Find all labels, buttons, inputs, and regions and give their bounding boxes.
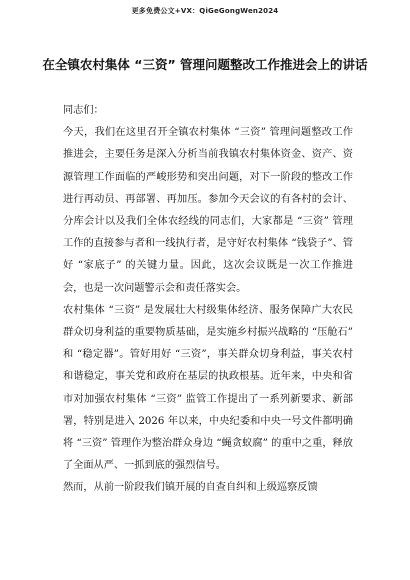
paragraph-1: 今天，我们在这里召开全镇农村集体 “三资” 管理问题整改工作推进会，主要任务是深入分析当前我镇农村集体资金、资产、资源管理工作面临的严峻形势和突出问题，对下一阶段的整改工作进行再动员、再部署、再加压。参加今天会议的有各村的会计、分库会计以及我们全体农经线的同志们，大家都是 “三资” 管理工作的直接参与者和一线执行者，是守好农村集体 “钱袋子”、管好 “家底子” 的关键力量。因此，这次会议既是一次工作推进会，也是一次问题警示会和责任落实会。 (63, 127, 353, 294)
paragraph-3: 然而，从前一阶段我们镇开展的自查自纠和上级巡察反馈 (63, 482, 318, 494)
document-title: 在全镇农村集体 “三资” 管理问题整改工作推进会上的讲话 (42, 57, 368, 72)
document-body (63, 100, 353, 500)
salutation: 同志们： (63, 105, 104, 116)
header-note: 更多免费公文+VX：QiGeGongWen2024 (131, 7, 279, 15)
paragraph-2: 农村集体 “三资” 是发展壮大村级集体经济、服务保障广大农民群众切身利益的重要物质基础，是实施乡村振兴战略的 “压舱石” 和 “稳定器”。管好用好 “三资”，事关群众切身利益，事关农村和谐稳定，事关党和政府在基层的执政根基。近年来，中央和省市对加强农村集体 “三资” 监管工作提出了一系列新要求、新部署，特别是进入 2026 年以来，中央纪委和中央一号文件都明确将 “三资” 管理作为整治群众身边 “蝇贪蚁腐” 的重中之重，释放了全面从严、一抓到底的强烈信号。 (63, 304, 353, 472)
